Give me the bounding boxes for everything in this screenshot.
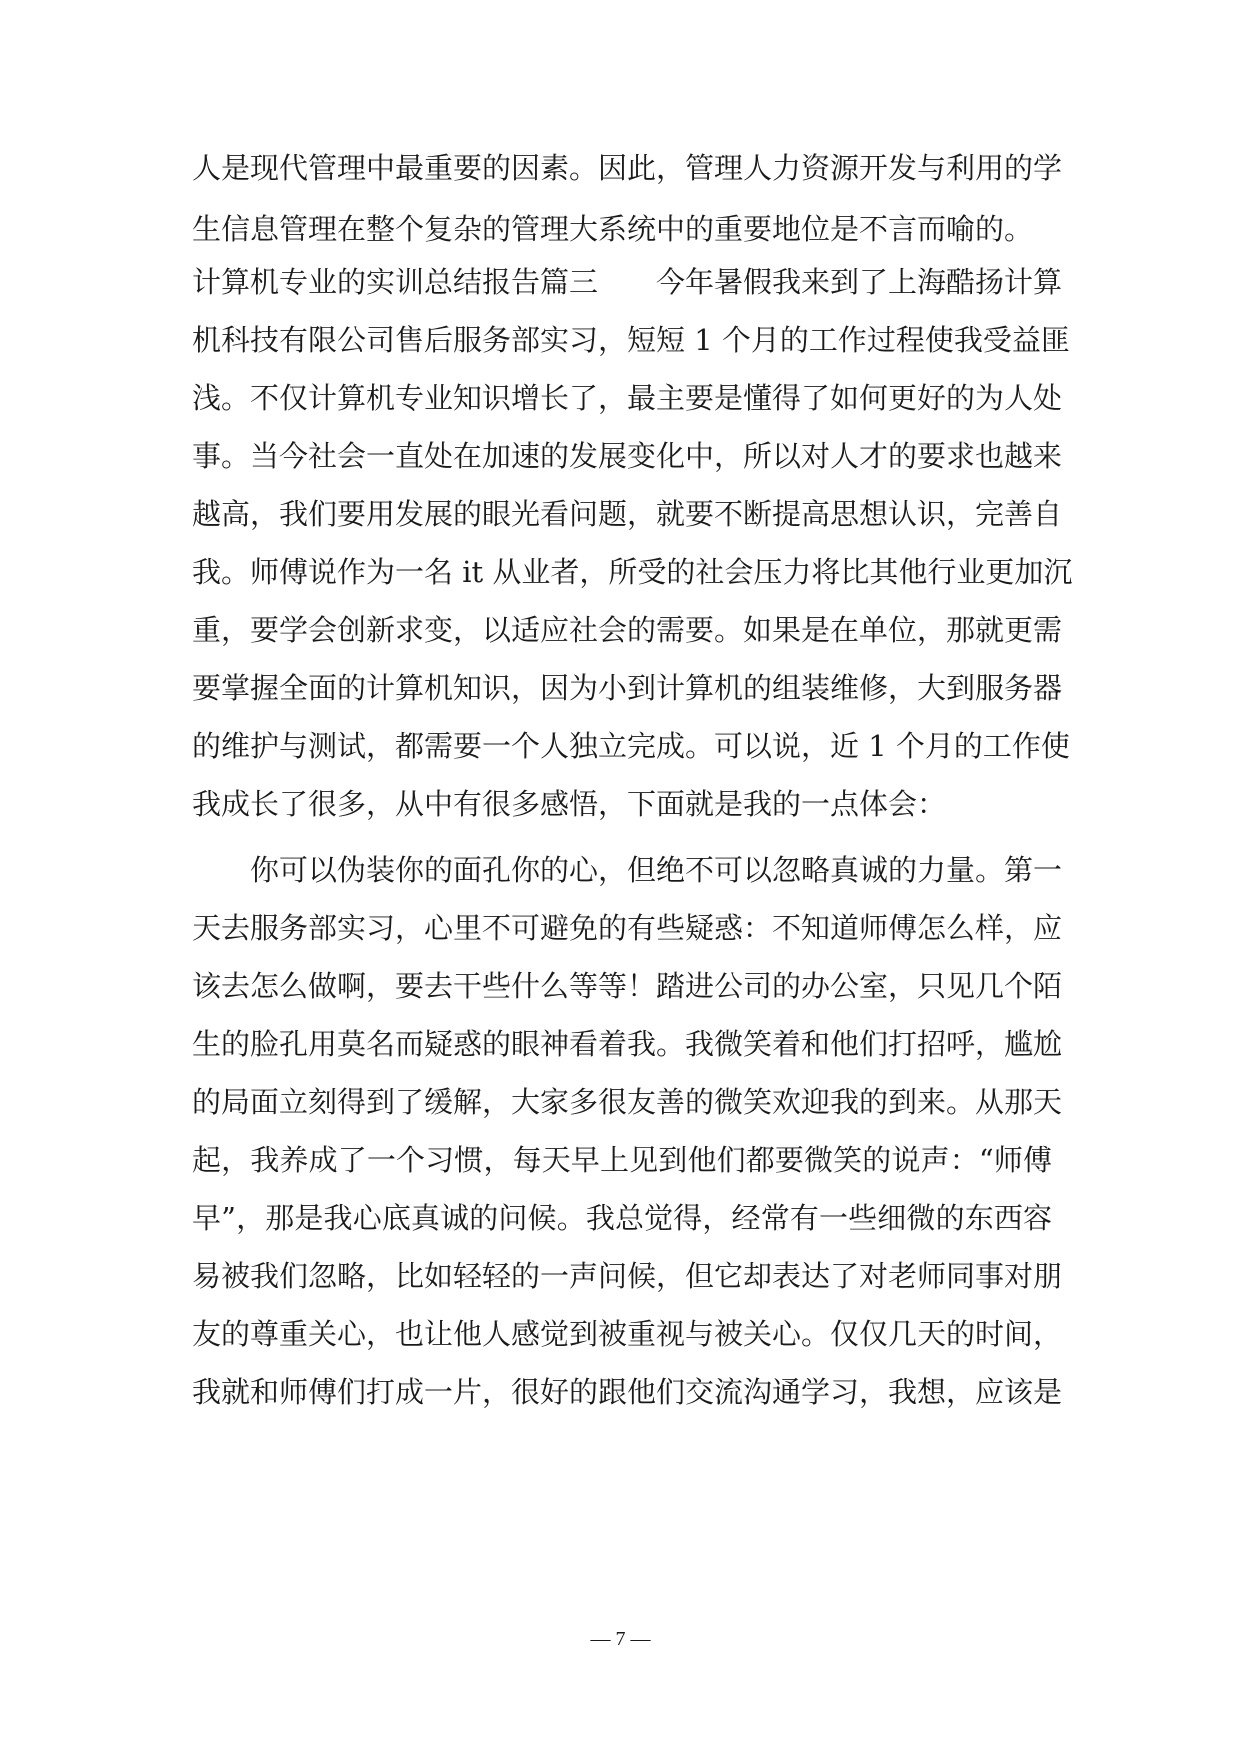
text-line: 机科技有限公司售后服务部实习，短短 1 个月的工作过程使我受益匪 <box>192 323 1070 357</box>
text-line: 重，要学会创新求变，以适应社会的需要。如果是在单位，那就更需 <box>192 613 1063 647</box>
text-line: 计算机专业的实训总结报告篇三 今年暑假我来到了上海酷扬计算 <box>192 265 1063 299</box>
text-line: 起，我养成了一个习惯，每天早上见到他们都要微笑的说声：“师傅 <box>192 1143 1052 1177</box>
text-line: 的局面立刻得到了缓解，大家多很友善的微笑欢迎我的到来。从那天 <box>192 1085 1063 1119</box>
text-line: 浅。不仅计算机专业知识增长了，最主要是懂得了如何更好的为人处 <box>192 381 1063 415</box>
text-line: 我就和师傅们打成一片，很好的跟他们交流沟通学习，我想，应该是 <box>192 1375 1063 1409</box>
text-line: 友的尊重关心，也让他人感觉到被重视与被关心。仅仅几天的时间， <box>192 1317 1063 1351</box>
page-number: — 7 — <box>590 1628 651 1650</box>
text-line: 该去怎么做啊，要去干些什么等等！踏进公司的办公室，只见几个陌 <box>192 969 1063 1003</box>
text-line: 人是现代管理中最重要的因素。因此，管理人力资源开发与利用的学 <box>192 151 1063 185</box>
text-line: 越高，我们要用发展的眼光看问题，就要不断提高思想认识，完善自 <box>192 497 1063 531</box>
text-line: 我。师傅说作为一名 it 从业者，所受的社会压力将比其他行业更加沉 <box>192 555 1073 589</box>
text-line: 你可以伪装你的面孔你的心，但绝不可以忽略真诚的力量。第一 <box>192 853 1063 887</box>
text-line: 我成长了很多，从中有很多感悟，下面就是我的一点体会： <box>192 787 947 821</box>
text-line: 生的脸孔用莫名而疑惑的眼神看着我。我微笑着和他们打招呼，尴尬 <box>192 1027 1063 1061</box>
text-line: 易被我们忽略，比如轻轻的一声问候，但它却表达了对老师同事对朋 <box>192 1259 1063 1293</box>
text-line: 事。当今社会一直处在加速的发展变化中，所以对人才的要求也越来 <box>192 439 1063 473</box>
text-line: 天去服务部实习，心里不可避免的有些疑惑：不知道师傅怎么样，应 <box>192 911 1063 945</box>
text-line: 生信息管理在整个复杂的管理大系统中的重要地位是不言而喻的。 <box>192 212 1034 246</box>
text-line: 要掌握全面的计算机知识，因为小到计算机的组装维修，大到服务器 <box>192 671 1063 705</box>
text-line: 的维护与测试，都需要一个人独立完成。可以说，近 1 个月的工作使 <box>192 729 1070 763</box>
text-line: 早”，那是我心底真诚的问候。我总觉得，经常有一些细微的东西容 <box>192 1201 1052 1235</box>
